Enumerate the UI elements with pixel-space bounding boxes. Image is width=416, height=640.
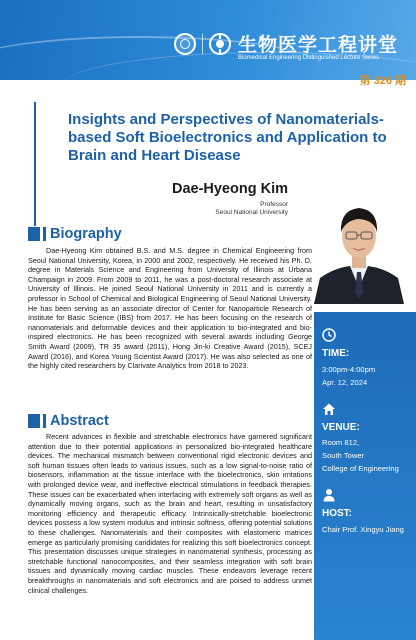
talk-title: Insights and Perspectives of Nanomaterials-based Soft Bioelectronics and Application to Brain and Heart Disease: [68, 111, 387, 164]
speaker-portrait: [310, 192, 408, 304]
biography-text: Dae-Hyeong Kim obtained B.S. and M.S. degree in Chemical Engineering from Seoul National University, Korea, in 2000 and 2002, respectively. He received his Ph. D. degree in Materials Science and Engineering from University of Illinois at Urbana Champaign in 2009. From 2009 to 2011, he was a post-doctoral research associate at University of Illinois. He joined Seoul National University in 2011 and is currently a professor in School of Chemical and Biological Engineering of Seoul National University. He has been serving as an associate director of Center for Nanoparticle Research of Institute for Basic Science (IBS) from 2017. He has been focusing on the research of nanomaterials and deformable devices and their application to bio-integrated and bio-inspired electronics. He has been recognized with several awards including George Smith Award (2009), TR 35 award (2011), Hong Jin-ki Creative Award (2015), SCEJ Award (2016), and Korea Young Scientist Award (2017). He was also selected as one of the highly cited researchers by Clarivate Analytics from 2018 to 2023.: [28, 246, 312, 371]
university-seal-icon: [174, 33, 196, 55]
issue-number: 第 326 期: [359, 75, 406, 87]
series-subtitle: Biomedical Engineering Distinguished Lecture Series: [238, 55, 380, 61]
biography-heading: Biography: [28, 226, 122, 242]
department-logo-icon: [208, 32, 232, 56]
venue-college: College of Engineering: [322, 464, 399, 473]
speaker-institution: Seoul National University: [215, 209, 288, 216]
host-name: Chair Prof. Xingyu Jiang: [322, 525, 404, 534]
host-label: HOST:: [322, 508, 352, 519]
logo-divider: [202, 34, 203, 54]
speaker-name: Dae-Hyeong Kim: [171, 181, 288, 197]
time-label: TIME:: [322, 348, 350, 359]
time-hours: 3:00pm-4:00pm: [322, 365, 376, 374]
title-accent-rule: [34, 102, 36, 226]
clock-icon: [322, 328, 336, 342]
person-icon: [322, 488, 336, 502]
series-title: 生物医学工程讲堂: [238, 35, 399, 56]
home-icon: [322, 402, 336, 416]
time-date: Apr. 12, 2024: [322, 378, 368, 387]
abstract-heading: Abstract: [28, 413, 109, 429]
venue-label: VENUE:: [322, 422, 360, 433]
event-info-panel: [314, 312, 416, 640]
venue-building: South Tower: [322, 451, 365, 460]
speaker-role: Professor: [260, 201, 288, 208]
venue-room: Room 812,: [322, 438, 360, 447]
header-banner: [0, 0, 416, 80]
abstract-text: Recent advances in flexible and stretchable electronics have garnered significant attention due to their potential applications in personalized bio-integrated healthcare devices. The mechanical mismatch between conventional rigid electronic devices and soft human tissues often leads to various issues, such as a low signal-to-noise ratio of biosensors, inflammation at the tissue interface with the bioelectronics, skin irritations with prolonged device wear, and ineffective electrical stimulations in feedback therapies. These issues can be exacerbated when interfacing with extremely soft organs as well as dynamically moving organs, such as the brain and heart, resulting in unsatisfactory monitoring efficiency and therapeutic efficacy. Intrinsically-stretchable bioelectronic devices possess a low system modulus and intrinsic softness, offering potential solutions to these challenges. Nanomaterials and their composites with elastomeric matrices emerge as particularly promising candidates for realizing this soft bioelectronics concept. This presentation discusses unique strategies in nanomaterial synthesis, processing as stretchable functional nanocomposites, and their seamless integration with soft brain tissues and dynamically moving cardiac muscles. These endeavors leverage recent breakthroughs in nanomaterials and soft electronics and are poised to address unmet clinical challenges.: [28, 432, 312, 595]
